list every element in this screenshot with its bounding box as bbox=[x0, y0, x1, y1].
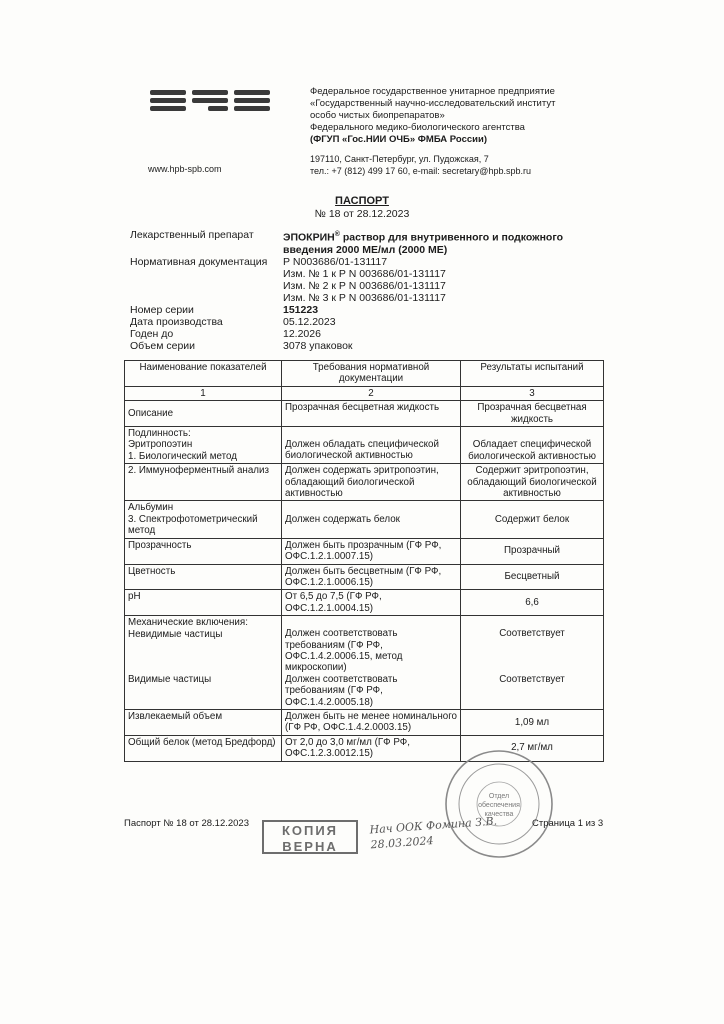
requirement: От 2,0 до 3,0 мг/мл (ГФ РФ, ОФС.1.2.3.0012.15) bbox=[282, 735, 461, 761]
company-logo bbox=[150, 88, 272, 114]
param-name: Общий белок (метод Бредфорд) bbox=[125, 735, 282, 761]
svg-text:обеспечения: обеспечения bbox=[478, 802, 520, 809]
param-name: Цветность bbox=[125, 564, 282, 590]
table-row bbox=[125, 464, 604, 501]
organization-name: Федеральное государственное унитарное предприятие «Государственный научно-исследовательский институт особо чистых биопрепаратов» Федерального медико-биологического агентства (ФГУП «Гос.НИИ ОЧБ» ФМБА России) bbox=[310, 86, 556, 145]
result: Бесцветный bbox=[461, 564, 604, 590]
table-row bbox=[125, 616, 604, 710]
header-cell: Результаты испытаний bbox=[461, 361, 604, 387]
param-name: Описание bbox=[125, 401, 282, 427]
result: Обладает специфической биологической активностью bbox=[461, 427, 604, 464]
passport-title: ПАСПОРТ bbox=[335, 195, 389, 207]
requirement: Должен быть не менее номинального (ГФ РФ, ОФС.1.4.2.0003.15) bbox=[282, 709, 461, 735]
table-row bbox=[125, 564, 604, 590]
result: Прозрачный bbox=[461, 538, 604, 564]
requirement: Должен быть бесцветным (ГФ РФ, ОФС.1.2.1.0006.15) bbox=[282, 564, 461, 590]
signature: Нач ООК Фомина З.В. 28.03.2024 bbox=[369, 814, 498, 852]
result: 6,6 bbox=[461, 590, 604, 616]
website-link: www.hpb-spb.com bbox=[148, 164, 222, 174]
normdoc-label: Нормативная документация bbox=[130, 256, 268, 268]
table-row bbox=[125, 590, 604, 616]
result: 2,7 мг/мл bbox=[461, 735, 604, 761]
result: Содержит эритропоэтин, обладающий биологической активностью bbox=[461, 464, 604, 501]
col-number: 3 bbox=[461, 386, 604, 400]
column-number-row bbox=[125, 386, 604, 400]
table-header-row bbox=[125, 361, 604, 387]
footer-passport-ref: Паспорт № 18 от 28.12.2023 bbox=[124, 818, 250, 829]
prod-date-value: 05.12.2023 bbox=[283, 316, 336, 328]
param-name: Извлекаемый объем bbox=[125, 709, 282, 735]
expiry-value: 12.2026 bbox=[283, 328, 321, 340]
copy-stamp: КОПИЯ ВЕРНА bbox=[262, 820, 358, 854]
table-row bbox=[125, 401, 604, 427]
requirement: Должен содержать белок bbox=[282, 501, 461, 538]
col-number: 2 bbox=[282, 386, 461, 400]
col-number: 1 bbox=[125, 386, 282, 400]
normdoc-list: Р N003686/01-131117 Изм. № 1 к Р N 003686/01-131117 Изм. № 2 к Р N 003686/01-131117 Изм. № 3 к Р N 003686/01-131117 bbox=[283, 256, 446, 304]
result: Соответствует Соответствует bbox=[461, 616, 604, 710]
header-cell: Требования нормативной документации bbox=[282, 361, 461, 387]
drug-name: ЭПОКРИН® раствор для внутривенного и подкожного введения 2000 МЕ/мл (2000 МЕ) bbox=[283, 231, 563, 256]
series-label: Номер серии bbox=[130, 304, 194, 316]
param-name: Механические включения: Невидимые частицы Видимые частицы bbox=[125, 616, 282, 710]
param-name: Подлинность: Эритропоэтин 1. Биологический метод bbox=[125, 427, 282, 464]
requirement: Должен содержать эритропоэтин, обладающий биологической активностью bbox=[282, 464, 461, 501]
requirement: Должен соответствовать требованиям (ГФ РФ, ОФС.1.4.2.0006.15, метод микроскопии) Должен соответствовать требованиям (ГФ РФ, ОФС.1.4.2.0005.18) bbox=[282, 616, 461, 710]
results-table bbox=[124, 360, 604, 762]
table-row bbox=[125, 709, 604, 735]
param-name: pH bbox=[125, 590, 282, 616]
result: Содержит белок bbox=[461, 501, 604, 538]
table-row bbox=[125, 501, 604, 538]
svg-text:качества: качества bbox=[484, 811, 514, 818]
header-cell: Наименование показателей bbox=[125, 361, 282, 387]
expiry-label: Годен до bbox=[130, 328, 174, 340]
series-value: 151223 bbox=[283, 304, 319, 316]
requirement: Должен обладать специфической биологической активностью bbox=[282, 427, 461, 464]
drug-label: Лекарственный препарат bbox=[130, 229, 254, 241]
volume-label: Объем серии bbox=[130, 340, 196, 352]
passport-number: № 18 от 28.12.2023 bbox=[314, 208, 410, 220]
page-number: Страница 1 из 3 bbox=[532, 818, 604, 829]
param-name: Прозрачность bbox=[125, 538, 282, 564]
param-name: 2. Иммуноферментный анализ bbox=[125, 464, 282, 501]
requirement: Прозрачная бесцветная жидкость bbox=[282, 401, 461, 427]
organization-address: 197110, Санкт-Петербург, ул. Пудожская, 7 тел.: +7 (812) 499 17 60, e-mail: secretary@hpb.spb.ru bbox=[310, 154, 531, 176]
requirement: От 6,5 до 7,5 (ГФ РФ, ОФС.1.2.1.0004.15) bbox=[282, 590, 461, 616]
param-name: Альбумин 3. Спектрофотометрический метод bbox=[125, 501, 282, 538]
result: 1,09 мл bbox=[461, 709, 604, 735]
prod-date-label: Дата производства bbox=[130, 316, 223, 328]
volume-value: 3078 упаковок bbox=[283, 340, 353, 352]
result: Прозрачная бесцветная жидкость bbox=[461, 401, 604, 427]
table-row bbox=[125, 427, 604, 464]
svg-text:Отдел: Отдел bbox=[488, 793, 510, 800]
requirement: Должен быть прозрачным (ГФ РФ, ОФС.1.2.1.0007.15) bbox=[282, 538, 461, 564]
table-row bbox=[125, 538, 604, 564]
